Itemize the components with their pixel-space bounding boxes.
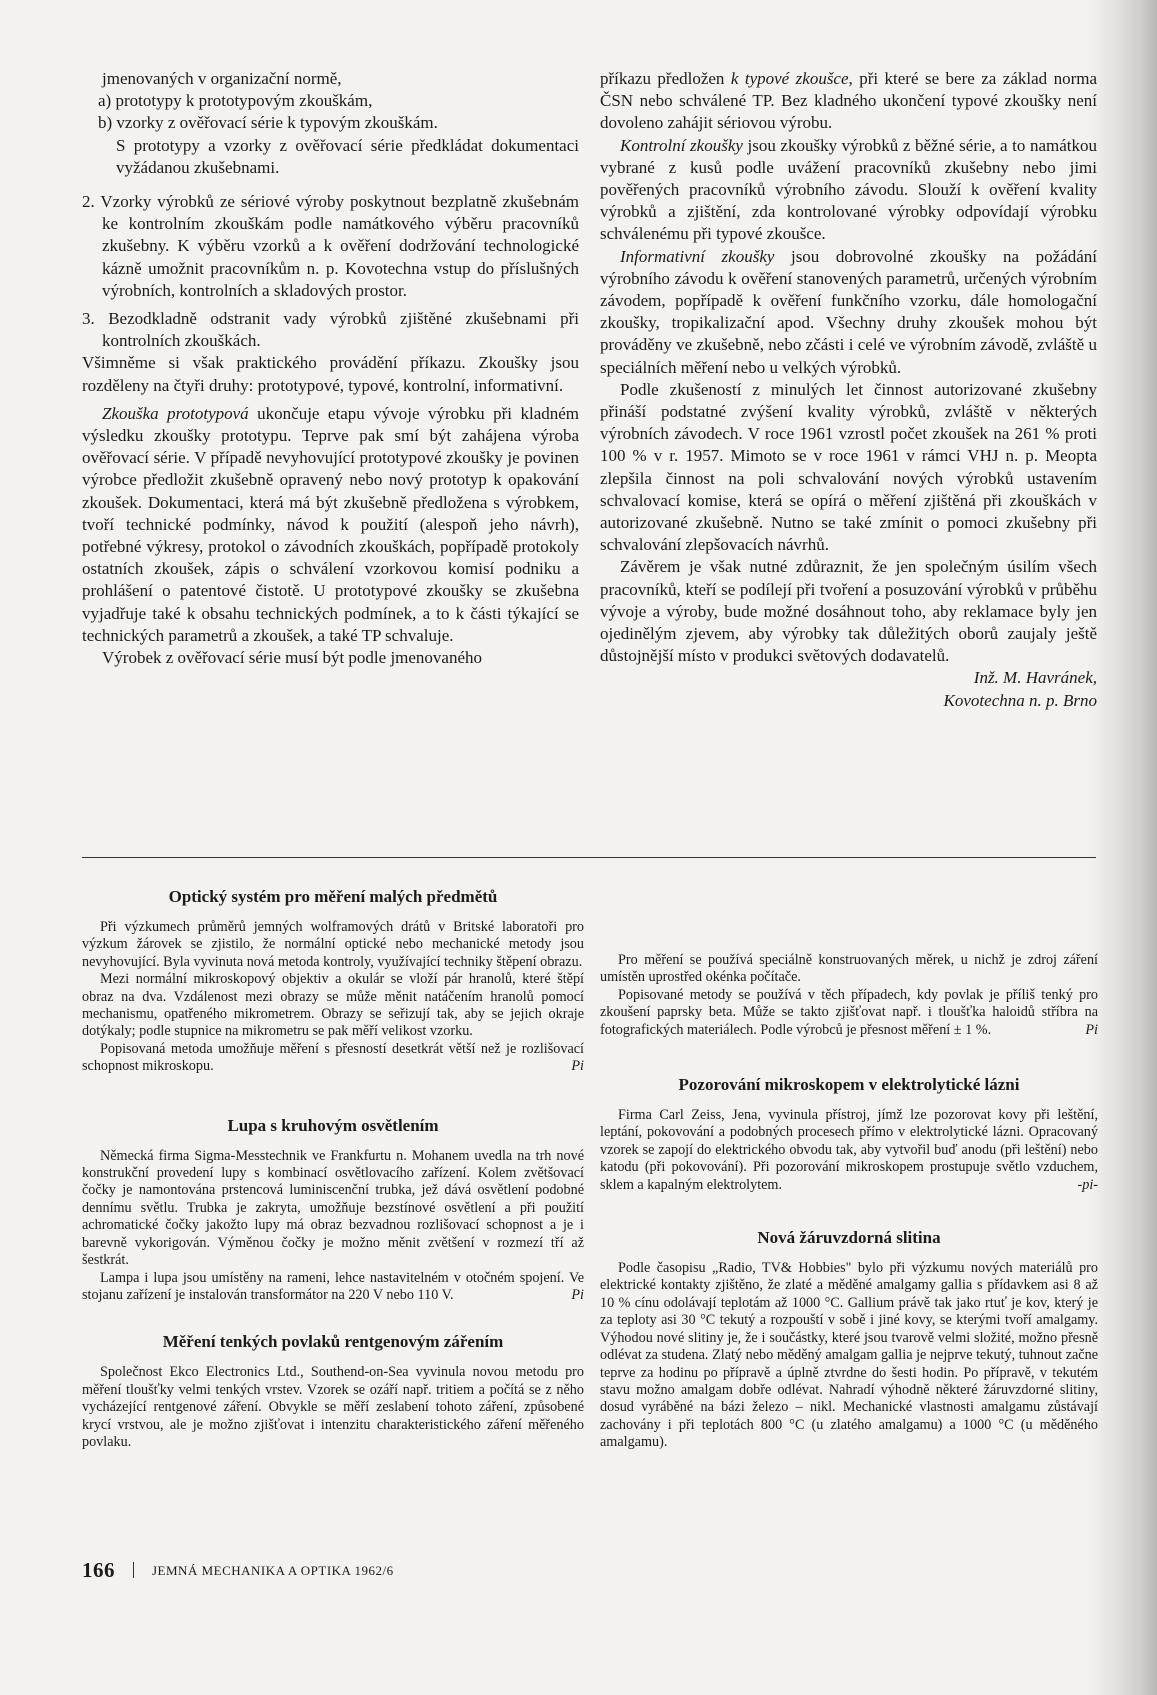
- article-title: Lupa s kruhovým osvětlením: [227, 1115, 439, 1135]
- numbered-item: 3. Bezodkladně odstranit vady výrobků zjištěné zkušebnami při kontrolních zkouškách.: [82, 309, 579, 351]
- paragraph: Závěrem je však nutné zdůraznit, že jen společným úsilím všech pracovníků, kteří se podílejí při tvoření a posuzování výrobků v průběhu vývoje a výroby, bude možné dosáhnout toho, aby reklamace byly jen ojedinělým zjevem, aby výrobky tak důležitých oborů zaujaly ještě důstojnější místo v produkci světových dodavatelů.: [600, 557, 1097, 666]
- paragraph: Mezi normální mikroskopový objektiv a okulár se vloží pár hranolů, které štěpí obraz na dva. Vzdálenost mezi obrazy se může měnit natáčením hranolů pomocí mechanismu, opatřeného mikrometrem. Obrazy se seřizují tak, aby se jejich okraje dotýkaly; podle stupnice na mikrometru se pak měří velikost vzorku.: [82, 971, 584, 1040]
- paragraph-text: jsou zkoušky výrobků z běžné série, a to namátkou vybrané z kusů podle uvážení pracovníků zkušebny nebo jimi pověřených pracovníků výrobního závodu. Slouží k ověření kvality výrobků a zjištění, zda kontrolované výrobky odpovídají výrobku schválenému při typové zkoušce.: [600, 135, 1097, 244]
- paragraph: S prototypy a vzorky z ověřovací série předkládat dokumentaci vyžádanou zkušebnami.: [116, 135, 579, 177]
- emphasis: Kontrolní zkoušky: [620, 135, 743, 155]
- paragraph-text: Popisované metody se používá v těch případech, kdy povlak je příliš tenký pro zkoušení paprsky beta. Může se takto zjišťovat např. i tloušťka haloidů stříbra na fotografických materiálech. Podle výrobců je přesnost měření ± 1 %.: [600, 986, 1098, 1038]
- emphasis: k typové zkoušce: [730, 69, 849, 88]
- paragraph-text: jsou dobrovolné zkoušky na požádání výrobního závodu k ověření stanovených parametrů, určených výrobním závodem, popřípadě k ověření funkčního vzorku, dále homologační zkoušky, tropikalizační apod. Všechny druhy zkoušek mohou být prováděny ve zkušebně, nebo zčásti i celé ve výrobním závodě, zvláště u speciálních měření nebo u velkých výrobků.: [600, 246, 1098, 377]
- page-number: 166: [82, 1558, 115, 1582]
- paragraph: [82, 403, 579, 647]
- paragraph: jmenovaných v organizační normě,: [102, 69, 342, 88]
- paragraph: Společnost Ekco Electronics Ltd., Southend-on-Sea vyvinula novou metodu pro měření tloušťky velmi tenkých vrstev. Vzorek se ozáří např. tritiem a počítá se z něho vycházející rentgenové záření. Obvykle se měří zeslabení tohoto záření, způsobené krycí vrstvou, ale je možno zjišťovat i intenzitu charakteristického záření měřeného povlaku.: [82, 1364, 584, 1450]
- article-title: Optický systém pro měření malých předmětů: [168, 887, 498, 906]
- paragraph: [600, 135, 1097, 246]
- author-initials: Pi: [571, 1286, 584, 1303]
- list-item: a) prototypy k prototypovým zkouškám,: [98, 91, 373, 111]
- paragraph: Podle časopisu „Radio, TV& Hobbies" bylo při výzkumu nových materiálů pro elektrické kontakty zjištěno, že zlaté a měděné amalgamy gallia s přídavkem asi 8 až 10 % cínu odolávají teplotám až 1000 °C. Gallium právě tak jako rtuť je kov, který je za teploty asi 30 °C tekutý a rozpouští v sobě i jiné kovy, se kterými tvoří amalgamy. Výhodou nové slitiny je, že i součástky, které jsou tvarově velmi složité, možno přesně odlévat za studena. Zlatý nebo měděný amalgam gallia je nejprve tekutý, tuhnout začne teprve za hodinu po přípravě a úplně ztvrdne do šesti hodin. Po přípravě, v tekutém stavu možno amalgam dobře odlévat. Nahradí výhodně některé žáruvzdorné slitiny, dosud vyráběné na bázi železo – nikl. Mechanické vlastnosti amalgamu zůstávají zachovány i při teplotách 800 °C (u zlatého amalgamu) a 1000 °C (u měděného amalgamu).: [600, 1260, 1098, 1451]
- page-footer: [82, 1558, 394, 1583]
- paragraph-text: ukončuje etapu vývoje výrobku při kladném výsledku zkoušky prototypu. Teprve pak smí být zahájena výroba ověřovací série. V případě nevyhovující prototypové zkoušky je povinen výrobce předložit zkušebně opravený nebo nový prototyp k opakování zkoušek. Dokumentaci, která má být zkušebně předložena s výrobkem, tvoří technické podmínky, návod k použití (alespoň jeho návrh), potřebné výkresy, protokol o závodních zkouškách, popřípadě protokoly ostatních zkoušek, zápis o schválení vzorkovou komisí podniku a prohlášení o patentové čistotě. U prototypové zkoušky se zkušebna vyjadřuje také k obsahu technických podmínek, a to k části týkající se technických parametrů a zkoušek, a také TP schvaluje.: [82, 403, 580, 645]
- paragraph: Výrobek z ověřovací série musí být podle jmenovaného: [102, 648, 483, 668]
- bottom-right-column: [600, 887, 1098, 1452]
- numbered-item: 2. Vzorky výrobků ze sériové výroby poskytnout bezplatně zkušebnám ke kontrolním zkouškám podle namátkového výběru pracovníků zkušebny. K výběru vzorků a k ověření dodržování technologické kázně umožnit pracovníkům n. p. Kovotechna vstup do příslušných výrobních, kontrolních a skladových prostor.: [82, 192, 579, 300]
- paragraph: [82, 1041, 584, 1076]
- list-item: b) vzorky z ověřovací série k typovým zkouškám.: [98, 113, 438, 133]
- author-initials: Pi: [1085, 1021, 1098, 1038]
- paragraph: [600, 68, 1097, 135]
- article-title: Nová žáruvzdorná slitina: [757, 1228, 941, 1248]
- emphasis: Zkouška prototypová: [102, 403, 249, 423]
- paragraph: Při výzkumech průměrů jemných wolframových drátů v Britské laboratoři pro výzkum žárovek se zjistilo, že normální optické nebo mechanické metody jsou nevyhovující. Byla vyvinuta nová metoda kontroly, využívající techniky štěpení obrazu.: [82, 919, 584, 970]
- paragraph: Pro měření se používá speciálně konstruovaných měrek, u nichž je zdroj záření umístěn uprostřed okénka počítače.: [600, 952, 1098, 986]
- paragraph-text: Firma Carl Zeiss, Jena, vyvinula přístroj, jímž lze pozorovat kovy při leštění, leptání, pokovování a podobných procesech přímo v elektrolytické lázni. Opracovaný vzorek se zapojí do elektrického obvodu tak, aby vytvořil buď anodu (při leštění) nebo katodu (při pokovování). Při pozorování mikroskopem prostupuje světlo vzduchem, sklem a kapalným elektrolytem.: [600, 1107, 1098, 1193]
- top-left-column: [82, 68, 579, 669]
- paragraph: [600, 987, 1098, 1039]
- top-right-column: [600, 68, 1097, 712]
- author-affiliation: Kovotechna n. p. Brno: [943, 690, 1097, 710]
- paragraph-text: , při které se bere za základ norma ČSN nebo schválené TP. Bez kladného ukončení typové zkoušky není dovoleno zahájit sériovou výrobu.: [600, 69, 1097, 133]
- bottom-left-column: [82, 887, 584, 1451]
- paragraph: [82, 1270, 584, 1305]
- footer-divider: [133, 1562, 134, 1578]
- paragraph: [600, 246, 1097, 379]
- author-signature: Inž. M. Havránek,: [973, 668, 1097, 688]
- author-initials: -pi-: [1077, 1176, 1098, 1193]
- section-divider: [82, 857, 1096, 858]
- journal-name: JEMNÁ MECHANIKA A OPTIKA 1962/6: [152, 1563, 394, 1578]
- emphasis: Informativní zkoušky: [620, 246, 775, 266]
- paragraph-text: příkazu předložen: [600, 69, 731, 88]
- article-title: Pozorování mikroskopem v elektrolytické lázni: [678, 1075, 1020, 1095]
- paragraph: Všimněme si však praktického provádění příkazu. Zkoušky jsou rozděleny na čtyři druhy: prototypové, typové, kontrolní, informativní.: [82, 353, 579, 395]
- paragraph-text: Lampa i lupa jsou umístěny na rameni, lehce nastavitelném v otočném spojení. Ve stojanu zařízení je instalován transformátor na 220 V nebo 110 V.: [82, 1269, 584, 1303]
- paragraph-text: Popisovaná metoda umožňuje měření s přesností desetkrát větší než je rozlišovací schopnost mikroskopu.: [82, 1040, 584, 1075]
- paragraph: Podle zkušeností z minulých let činnost autorizované zkušebny přináší podstatné zvýšení kvality výrobků, zvláště v některých výrobních závodech. V roce 1961 vzrostl počet zkoušek na 261 % proti 100 % v r. 1957. Mimoto se v roce 1961 v rámci VHJ n. p. Meopta zlepšila činnost na poli schvalování nových výrobků ustavením schvalovací komise, která se opírá o měření zjištěná při zkouškách v autorizované zkušebně. Nutno se také zmínit o pomoci zkušebny při schvalování zlepšovacích návrhů.: [600, 379, 1097, 555]
- paragraph: Německá firma Sigma-Messtechnik ve Frankfurtu n. Mohanem uvedla na trh nové konstrukční provedení lupy s kombinací osvětlovacího zařízení. Kolem zvětšovací čočky je namontována prstencová luminiscenční trubka, jež dává osvětlení podobné dennímu světlu. Trubka je zakryta, umožňuje bezstínové osvětlení a při použití achromatické čočky jakožto lupy má obraz bezvadnou rozlišovací schopnost a je i barevně vykorigován. Výměnou čočky je možno měnit zvětšení v rozmezí tří až šestkrát.: [82, 1147, 584, 1269]
- paragraph: [600, 1107, 1098, 1194]
- article-title: Měření tenkých povlaků rentgenovým zářením: [162, 1332, 504, 1352]
- author-initials: Pi: [571, 1058, 584, 1075]
